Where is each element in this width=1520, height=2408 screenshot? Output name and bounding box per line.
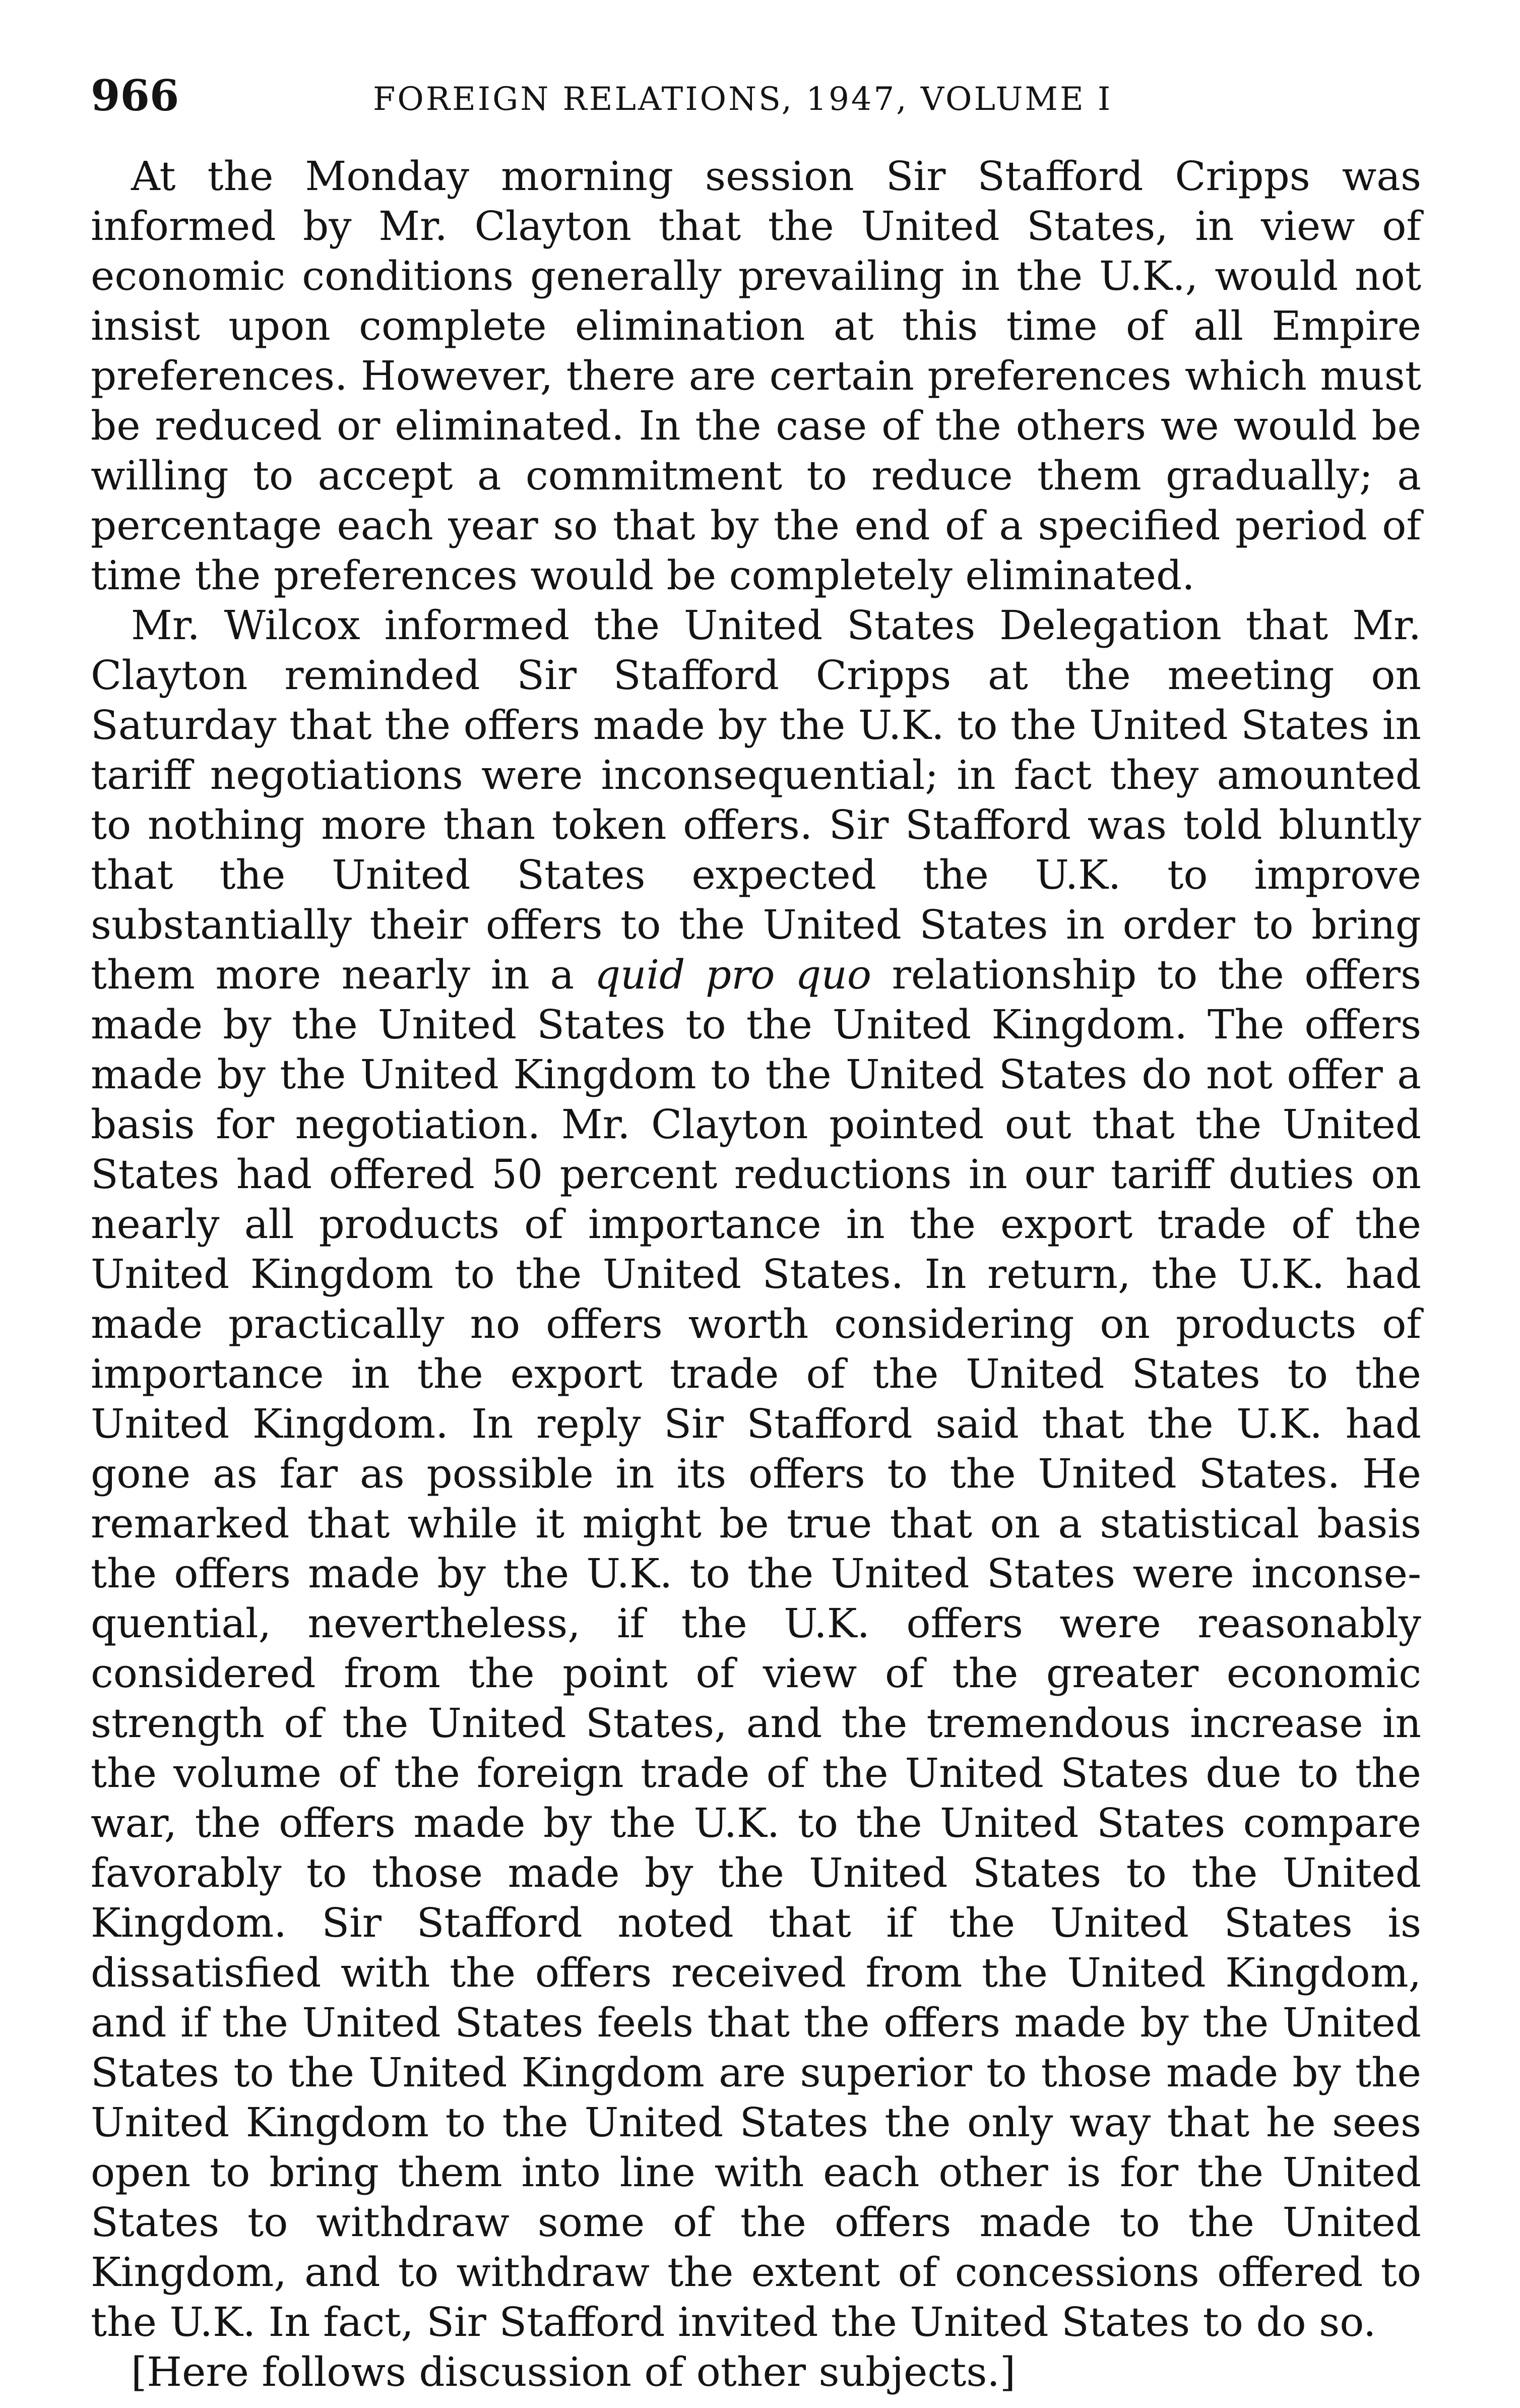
running-title: FOREIGN RELATIONS, 1947, VOLUME I <box>373 81 1113 118</box>
running-head <box>91 66 1421 126</box>
page-number: 966 <box>91 71 179 120</box>
body-text <box>91 151 1421 2397</box>
paragraph-text-segment: Mr. Wilcox informed the United States Delegation that Mr. Clayton reminded Sir Stafford Cripps at the meeting on Saturday that the offers made by the U.K. to the United States in tariff negotiations were inconsequential; in fact they amounted to nothing more than token offers. Sir Stafford was told bluntly that the United States expected the U.K. to improve substantially their offers to the United States in order to bring them more nearly in a <box>91 602 1421 998</box>
paragraph-wilcox-report <box>91 600 1421 2347</box>
paragraph-monday-session: At the Monday morning session Sir Stafford Cripps was informed by Mr. Clayton that the United States, in view of economic conditions generally prevailing in the U.K., would not insist upon complete elimination at this time of all Empire preferences. However, there are certain preferences which must be reduced or eliminated. In the case of the others we would be willing to accept a commitment to reduce them gradually; a percentage each year so that by the end of a specified period of time the preferences would be completely eliminated. <box>91 153 1421 599</box>
paragraph-text-segment: relationship to the offers made by the United States to the United Kingdom. The offers made by the United Kingdom to the United States do not offer a basis for negotiation. Mr. Clayton pointed out that the United States had offered 50 percent reductions in our tariff duties on nearly all products of importance in the export trade of the United Kingdom to the United States. In return, the U.K. had made practically no offers worth considering on products of importance in the export trade of the United States to the United Kingdom. In reply Sir Stafford said that the U.K. had gone as far as possible in its offers to the United States. He remarked that while it might be true that on a statistical basis the offers made by the U.K. to the United States were inconsequential, nevertheless, if the U.K. offers were reasonably considered from the point of view of the greater economic strength of the United States, and the tremendous increase in the volume of the foreign trade of the United States due to the war, the offers made by the U.K. to the United States compare favorably to those made by the United States to the United Kingdom. Sir Stafford noted that if the United States is dissatisfied with the offers received from the United Kingdom, and if the United States feels that the offers made by the United States to the United Kingdom are superior to those made by the United Kingdom to the United States the only way that he sees open to bring them into line with each other is for the United States to withdraw some of the offers made to the United Kingdom, and to withdraw the extent of concessions offered to the U.K. In fact, Sir Stafford invited the United States to do so. <box>91 951 1422 2345</box>
editorial-note: [Here follows discussion of other subjects.] <box>131 2349 1016 2395</box>
italic-phrase: quid pro quo <box>594 951 872 998</box>
